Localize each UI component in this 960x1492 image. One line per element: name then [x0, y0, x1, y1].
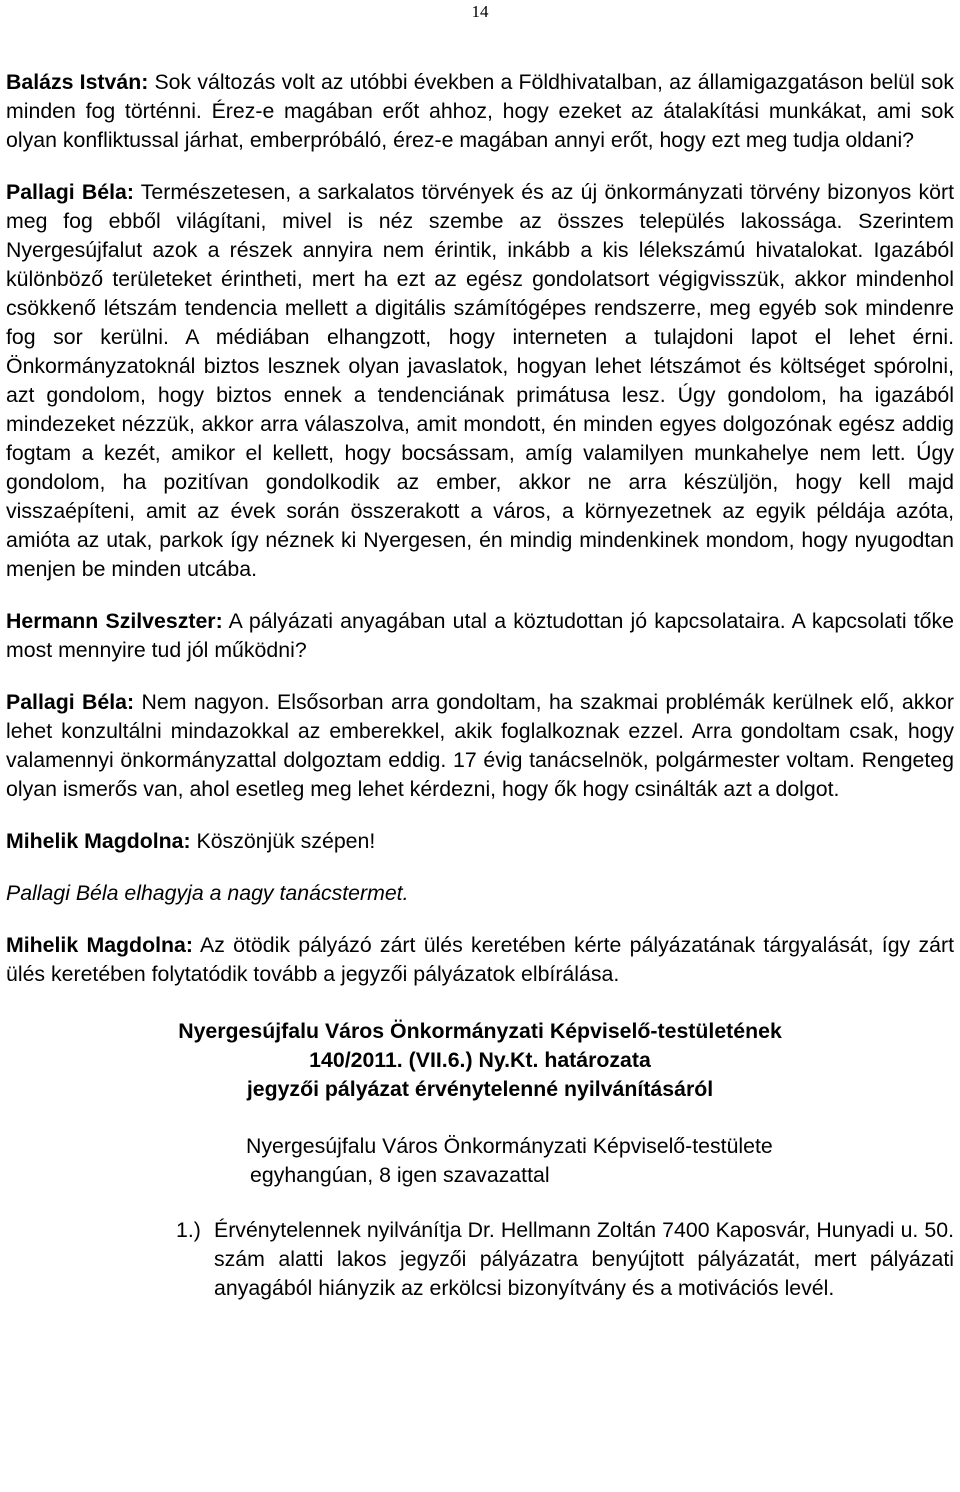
speaker-name: Hermann Szilveszter: — [6, 609, 223, 633]
decision-body: Nyergesújfalu Város Önkormányzati Képviselő-testülete — [246, 1134, 773, 1158]
resolution-subject: jegyzői pályázat érvénytelenné nyilvánításáról — [246, 1077, 714, 1101]
speaker-name: Pallagi Béla: — [6, 180, 134, 204]
paragraph-mihelik-thanks — [6, 827, 954, 856]
paragraph-text: Köszönjük szépen! — [190, 829, 376, 853]
resolution-heading — [6, 1017, 954, 1104]
speaker-name: Mihelik Magdolna: — [6, 933, 193, 957]
decision-vote: egyhangúan, 8 igen szavazattal — [250, 1163, 550, 1187]
speaker-name: Mihelik Magdolna: — [6, 829, 191, 853]
paragraph-text: Természetesen, a sarkalatos törvények és az új önkormányzati törvény bizonyos kört meg fog ebből világítani, mivel is néz szembe az összes település lakossága. Szerintem Nyergesújfalut azok a részek annyira nem érintik, inkább a kis lélekszámú hivatalokat. Igazából különböző területeket érintheti, mert ha ezt az egész gondolatsort végigvisszük, akkor mindenhol csökkenő létszám tendencia mellett a digitális számítógépes rendszerre, meg egyéb sok mindenre fog sor kerülni. A médiában elhangzott, hogy interneten a tulajdoni lapot el lehet érni. Önkormányzatoknál biztos lesznek olyan javaslatok, hogyan lehet létszámot és költséget spórolni, azt gondolom, hogy biztos ennek a tendenciának primátusa lesz. Úgy gondolom, ha igazából mindezeket nézzük, akkor arra válaszolva, amit mondott, én minden egyes dolgozónak egész addig fogtam a kezét, amikor el kellett, hogy bocsássam, amíg valamilyen munkahelye nem lett. Úgy gondolom, ha pozitívan gondolkodik az ember, akkor ne arra készüljön, hogy kell majd visszaépíteni, amit az évek során összerakott a város, a környezetnek az egyik példája azóta, amióta az utak, parkok így néznek ki Nyergesen, én mindig mindenkinek mondom, hogy nyugodtan menjen be minden utcába. — [6, 180, 954, 581]
page-number: 14 — [471, 2, 489, 21]
paragraph-balazs-question — [6, 68, 954, 155]
paragraph-text: Az ötödik pályázó zárt ülés keretében kérte pályázatának tárgyalását, így zárt ülés keretében folytatódik tovább a jegyzői pályázatok elbírálása. — [6, 933, 954, 986]
stage-note: Pallagi Béla elhagyja a nagy tanácstermet. — [6, 881, 409, 905]
item-number: 1.) — [176, 1218, 201, 1242]
paragraph-mihelik-closing — [6, 931, 954, 989]
decision-item — [176, 1216, 954, 1303]
decision-intro — [246, 1132, 954, 1190]
paragraph-hermann-question — [6, 607, 954, 665]
item-text: Érvénytelennek nyilvánítja Dr. Hellmann Zoltán 7400 Kaposvár, Hunyadi u. 50. szám alatti lakos jegyzői pályázatra benyújtott pályázatát, mert pályázati anyagából hiányzik az erkölcsi bizonyítvány és a motivációs levél. — [214, 1218, 954, 1300]
paragraph-pallagi-answer-2 — [6, 688, 954, 804]
paragraph-text: A pályázati anyagában utal a köztudottan jó kapcsolataira. A kapcsolati tőke most mennyire tud jól működni? — [6, 609, 954, 662]
speaker-name: Pallagi Béla: — [6, 690, 135, 714]
resolution-title: Nyergesújfalu Város Önkormányzati Képviselő-testületének — [178, 1019, 782, 1043]
paragraph-pallagi-answer-1 — [6, 178, 954, 584]
paragraph-text: Sok változás volt az utóbbi években a Földhivatalban, az államigazgatáson belül sok minden fog történni. Érez-e magában erőt ahhoz, hogy ezeket az átalakítási munkákat, ami sok olyan konfliktussal járhat, emberpróbáló, érez-e magában annyi erőt, hogy ezt meg tudja oldani? — [6, 70, 954, 152]
speaker-name: Balázs István: — [6, 70, 149, 94]
paragraph-text: Nem nagyon. Elsősorban arra gondoltam, ha szakmai problémák kerülnek elő, akkor lehet konzultálni mindazokkal az emberekkel, akik foglalkoznak ezzel. Arra gondoltam csak, hogy valamennyi önkormányzattal dolgoztam eddig. 17 évig tanácselnök, polgármester voltam. Rengeteg olyan ismerős van, ahol esetleg meg lehet kérdezni, hogy ők hogy csinálták azt a dolgot. — [6, 690, 954, 801]
document-body — [6, 68, 954, 1303]
resolution-number: 140/2011. (VII.6.) Ny.Kt. határozata — [309, 1048, 651, 1072]
